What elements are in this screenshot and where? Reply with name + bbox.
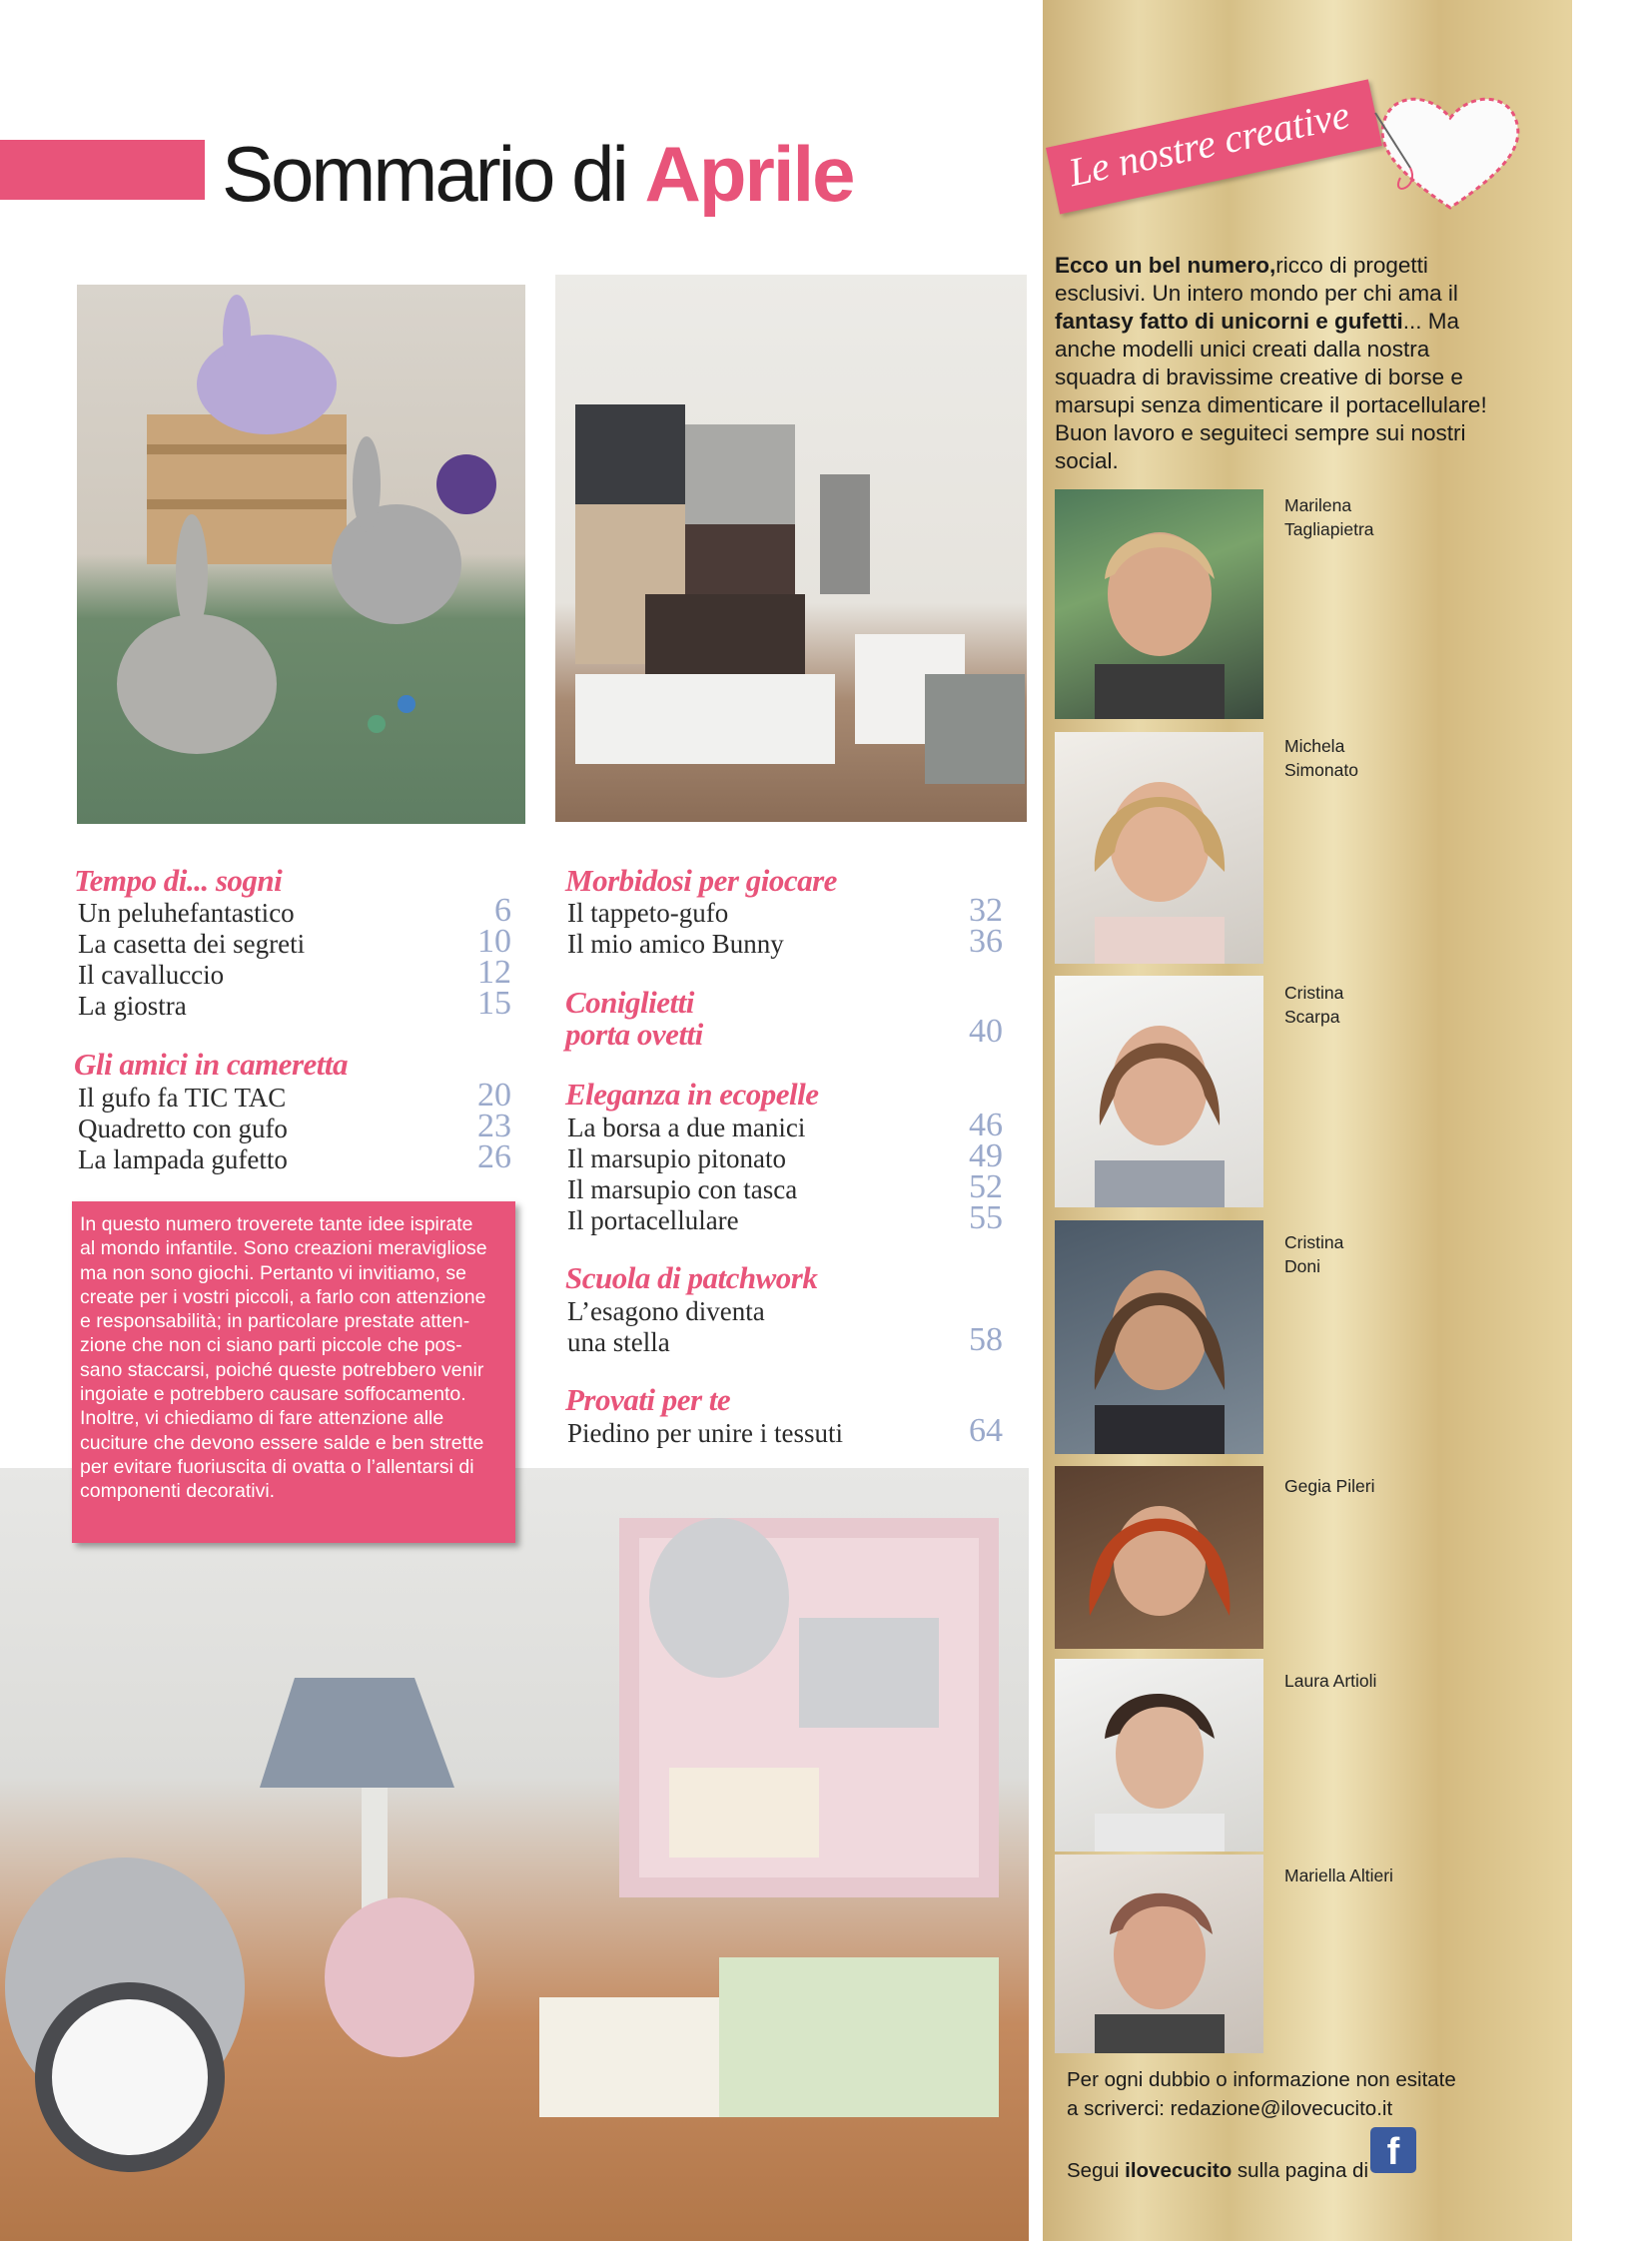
toc-page-number: 64: [969, 1412, 1003, 1449]
toc-item: Il marsupio pitonato: [567, 1143, 786, 1173]
portrait-photo: [1055, 1855, 1263, 2053]
toc-item: una stella: [567, 1327, 670, 1357]
toc-item: La lampada gufetto: [78, 1144, 288, 1174]
social-prefix: Segui: [1067, 2159, 1126, 2182]
warning-line: per evitare fuoriuscita di ovatta o l’allentarsi di: [80, 1455, 474, 1478]
toc-item: Piedino per unire i tessuti: [567, 1418, 843, 1448]
toc-item: L’esagono diventa: [567, 1296, 765, 1326]
name-line: Mariella Altieri: [1284, 1866, 1393, 1885]
creative-name: [1284, 734, 1358, 782]
creative-name: [1284, 493, 1374, 541]
name-line: Gegia Pileri: [1284, 1476, 1375, 1496]
warning-line: al mondo infantile. Sono creazioni meravigliose: [80, 1237, 487, 1260]
intro-span: ... Ma anche modelli unici creati dalla nostra squadra di bravissime creative di borse e marsupi senza dimenticare il portacellulare! Buon lavoro e seguiteci sempre sui nostri social.: [1055, 309, 1487, 473]
creative-name: [1284, 981, 1343, 1029]
name-line: Cristina: [1284, 1232, 1344, 1252]
title-prefix: Sommario di: [222, 130, 626, 218]
creative-name: [1284, 1669, 1376, 1693]
photo-owl-projects: [0, 1468, 1029, 2241]
page-margin: [1572, 0, 1652, 2241]
toc-item: Il cavalluccio: [78, 960, 225, 990]
creative-name: [1284, 1474, 1374, 1498]
social-note: [1067, 2159, 1368, 2183]
name-line: Scarpa: [1284, 1007, 1340, 1027]
toc-section-title: Eleganza in ecopelle: [565, 1077, 819, 1112]
intro-text: [1055, 252, 1494, 475]
toc-page-number: 52: [969, 1168, 1003, 1205]
name-line: Cristina: [1284, 983, 1344, 1003]
warning-line: componenti decorativi.: [80, 1480, 276, 1503]
toc-page-number: 26: [477, 1138, 511, 1175]
portrait-photo: [1055, 732, 1263, 964]
ribbon-label: Le nostre creative: [1065, 91, 1354, 196]
toc-item: Il gufo fa TIC TAC: [78, 1083, 287, 1113]
toc-section-title: Morbidosi per giocare: [565, 863, 837, 898]
toc-section-title: Provati per te: [565, 1382, 731, 1417]
warning-line: ingoiate e potrebbero causare soffocamento.: [80, 1383, 466, 1406]
contact-note: [1067, 2065, 1466, 2123]
toc-page-number: 32: [969, 892, 1003, 929]
toc-page-number: 12: [477, 954, 511, 991]
warning-line: ma non sono giochi. Pertanto vi invitiamo, se: [80, 1261, 466, 1284]
name-line: Laura Artioli: [1284, 1671, 1377, 1691]
contact-line: Per ogni dubbio o informazione non esitate: [1067, 2068, 1456, 2091]
name-line: Tagliapietra: [1284, 519, 1374, 539]
toc-item: Quadretto con gufo: [78, 1114, 288, 1143]
toc-item: Il tappeto-gufo: [567, 898, 729, 928]
toc-item: La borsa a due manici: [567, 1113, 806, 1142]
toc-page-number: 46: [969, 1107, 1003, 1143]
portrait-photo: [1055, 1220, 1263, 1454]
social-handle: ilovecucito: [1125, 2159, 1233, 2182]
social-suffix: sulla pagina di: [1232, 2159, 1368, 2182]
header-accent-bar: [0, 140, 205, 200]
toc-item: La casetta dei segreti: [78, 929, 306, 959]
name-line: Simonato: [1284, 760, 1358, 780]
warning-line: cuciture che devono essere salde e ben strette: [80, 1431, 484, 1454]
toc-page-number: 15: [477, 985, 511, 1022]
photo-leather-bags: [555, 275, 1027, 822]
creative-name: [1284, 1230, 1343, 1278]
toc-section-title: Scuola di patchwork: [565, 1260, 818, 1295]
toc-page-number: 49: [969, 1137, 1003, 1174]
warning-line: In questo numero troverete tante idee ispirate: [80, 1213, 473, 1235]
toc-page-number: 40: [969, 1013, 1003, 1050]
warning-line: sano staccarsi, poiché queste potrebbero venir: [80, 1358, 484, 1381]
photo-easter-bunnies: [77, 285, 525, 824]
toc-page-number: 6: [494, 892, 511, 929]
warning-line: zione che non ci siano parti piccole che pos-: [80, 1334, 462, 1357]
page-title: [222, 130, 854, 218]
toc-section-title: porta ovetti: [565, 1017, 703, 1052]
creative-name: [1284, 1864, 1393, 1887]
facebook-icon[interactable]: f: [1370, 2127, 1416, 2173]
safety-warning-box: [72, 1201, 515, 1543]
name-line: Michela: [1284, 736, 1345, 756]
toc-section-title: Gli amici in cameretta: [74, 1047, 348, 1082]
intro-bold: Ecco un bel numero,: [1055, 253, 1276, 278]
toc-item: Il portacellulare: [567, 1205, 739, 1235]
name-line: Doni: [1284, 1256, 1320, 1276]
toc-page-number: 20: [477, 1077, 511, 1114]
toc-page-number: 23: [477, 1108, 511, 1144]
title-accent: Aprile: [644, 130, 854, 218]
toc-item: Un peluhefantastico: [78, 898, 295, 928]
toc-page-number: 10: [477, 923, 511, 960]
portrait-photo: [1055, 976, 1263, 1207]
toc-item: Il mio amico Bunny: [567, 929, 784, 959]
intro-bold: fantasy fatto di unicorni e gufetti: [1055, 309, 1403, 334]
warning-line: create per i vostri piccoli, a farlo con attenzione: [80, 1285, 486, 1308]
portrait-photo: [1055, 1466, 1263, 1649]
portrait-photo: [1055, 1659, 1263, 1852]
toc-section-title: Coniglietti: [565, 985, 694, 1020]
toc-item: La giostra: [78, 991, 187, 1021]
toc-item: Il marsupio con tasca: [567, 1174, 798, 1204]
portrait-photo: [1055, 489, 1263, 719]
name-line: Marilena: [1284, 495, 1352, 515]
warning-line: Inoltre, vi chiediamo di fare attenzione alle: [80, 1407, 444, 1430]
toc-page-number: 55: [969, 1199, 1003, 1236]
intro-span: ricco di progetti esclusivi. Un intero mondo per chi ama il: [1055, 253, 1458, 306]
toc-page-number: 58: [969, 1321, 1003, 1358]
toc-section-title: Tempo di... sogni: [74, 863, 283, 898]
toc-page-number: 36: [969, 923, 1003, 960]
warning-line: e responsabilità; in particolare prestate atten-: [80, 1310, 470, 1333]
heart-icon: [1370, 88, 1530, 223]
contact-line: a scriverci: redazione@ilovecucito.it: [1067, 2097, 1393, 2120]
